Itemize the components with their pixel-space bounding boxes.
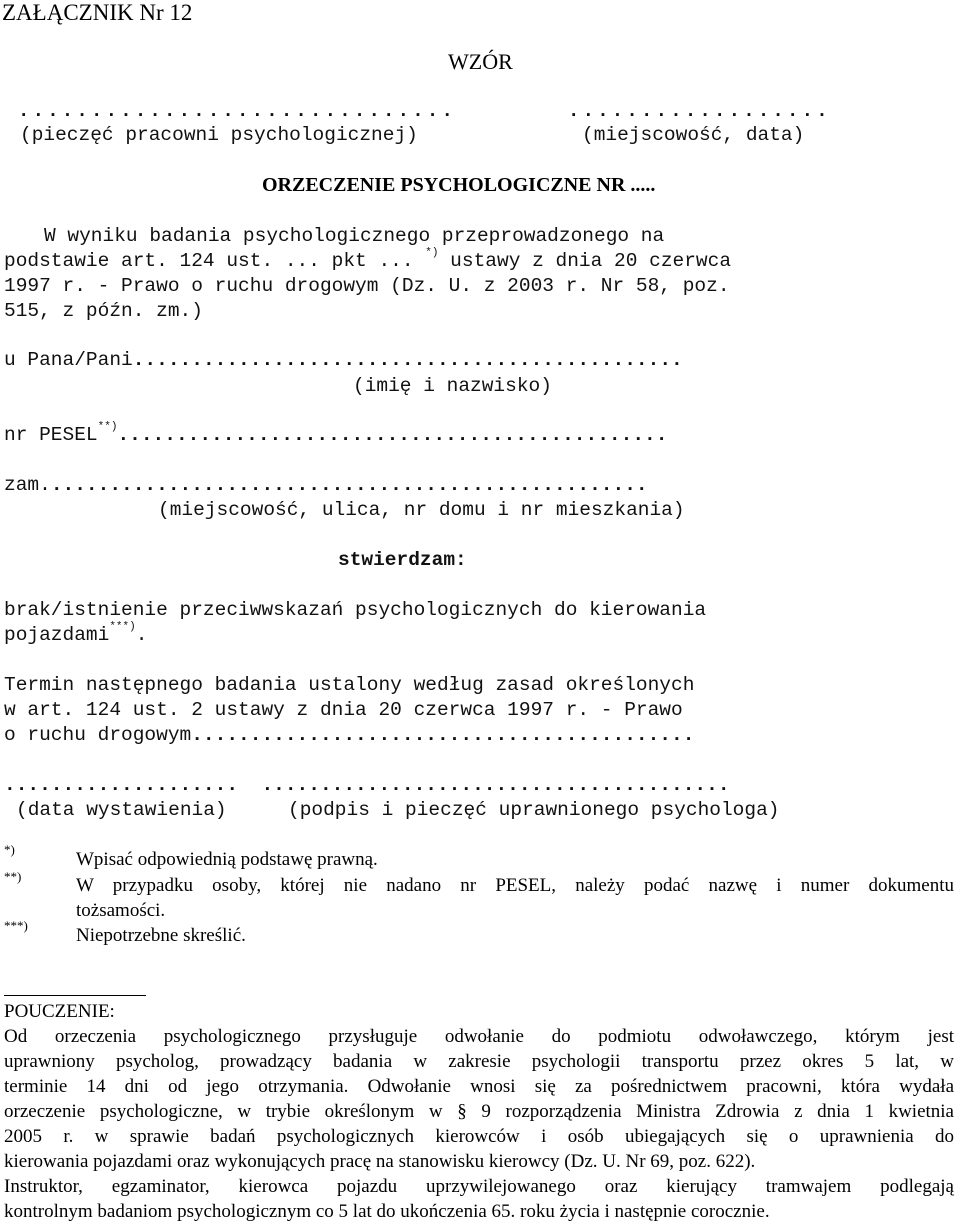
place-dots: .................. xyxy=(568,100,831,122)
intro-line-3: 1997 r. - Prawo o ruchu drogowym (Dz. U. z 2003 r. Nr 58, poz. xyxy=(4,275,730,297)
date-caption: (data wystawienia) xyxy=(16,799,227,821)
address-field-dots: ................................................... xyxy=(50,474,648,496)
next-exam-line-3: o ruchu drogowym........................................... xyxy=(4,724,695,746)
name-field xyxy=(4,349,683,371)
footnote-mark-1: *) xyxy=(4,842,15,857)
instruction-line: terminie 14 dni od jego otrzymania. Odwołanie wnosi się za pośrednictwem pracowni, która wydała xyxy=(4,1076,954,1097)
footnote-ref-3: ***) xyxy=(109,621,136,633)
instruction-heading: POUCZENIE: xyxy=(4,1001,115,1022)
attachment-label: ZAŁĄCZNIK Nr 12 xyxy=(2,0,193,25)
next-exam-line-2: w art. 124 ust. 2 ustawy z dnia 20 czerwca 1997 r. - Prawo xyxy=(4,699,683,721)
statement-heading: stwierdzam: xyxy=(338,549,467,571)
instruction-line: 2005 r. w sprawie badań psychologicznych kierowców i osób ubiegających się o uprawnienia do xyxy=(4,1126,954,1147)
footnote-mark-3: ***) xyxy=(4,918,28,933)
finding-line-1: brak/istnienie przeciwwskazań psychologicznych do kierowania xyxy=(4,599,707,621)
signature-dots: .................... ........................................ xyxy=(4,774,730,796)
pesel-field-dots: ............................................... xyxy=(117,424,668,446)
stamp-dots: .............................. xyxy=(18,100,457,122)
footnote-text-3: Niepotrzebne skreślić. xyxy=(76,925,246,946)
address-field xyxy=(4,474,648,496)
intro-line-2: podstawie art. 124 ust. ... pkt ... *) ustawy z dnia 20 czerwca xyxy=(4,247,732,272)
footnote-ref-2: **) xyxy=(97,421,118,433)
instruction-line: kierowania pojazdami oraz wykonujących pracę na stanowisku kierowcy (Dz. U. Nr 69, poz. 622). xyxy=(4,1151,756,1172)
address-field-label: zam. xyxy=(4,474,51,496)
pesel-field-label: nr PESEL xyxy=(4,424,98,446)
instruction-line: orzeczenie psychologiczne, w trybie określonym w § 9 rozporządzenia Ministra Zdrowia z dnia 1 kwietnia xyxy=(4,1101,954,1122)
instruction-line: kontrolnym badaniom psychologicznym co 5 lat do ukończenia 65. roku życia i następnie corocznie. xyxy=(4,1201,770,1222)
template-label: WZÓR xyxy=(448,49,513,74)
footnote-text-2: W przypadku osoby, której nie nadano nr PESEL, należy podać nazwę i numer dokumentu xyxy=(76,875,954,896)
instruction-line: Od orzeczenia psychologicznego przysługuje odwołanie do podmiotu odwoławczego, którym jest xyxy=(4,1026,954,1047)
footnote-mark-2: **) xyxy=(4,869,22,884)
address-field-caption: (miejscowość, ulica, nr domu i nr mieszkania) xyxy=(158,499,685,521)
signature-caption: (podpis i pieczęć uprawnionego psychologa) xyxy=(288,799,780,821)
instruction-line: Instruktor, egzaminator, kierowca pojazdu uprzywilejowanego oraz kierujący tramwajem podlegają xyxy=(4,1176,954,1197)
intro-line-1: W wyniku badania psychologicznego przeprowadzonego na xyxy=(44,225,665,247)
place-caption: (miejscowość, data) xyxy=(582,124,805,146)
next-exam-line-1: Termin następnego badania ustalony według zasad określonych xyxy=(4,674,695,696)
name-field-caption: (imię i nazwisko) xyxy=(353,375,552,397)
stamp-caption: (pieczęć pracowni psychologicznej) xyxy=(20,124,418,146)
finding-line-2: pojazdami***). xyxy=(4,621,148,646)
footnote-ref-1: *) xyxy=(425,247,439,259)
pesel-field xyxy=(4,421,668,446)
section-divider xyxy=(4,995,146,996)
name-field-label: u Pana/Pani xyxy=(4,349,133,371)
document-title: ORZECZENIE PSYCHOLOGICZNE NR ..... xyxy=(262,174,656,196)
footnote-text-2-cont: tożsamości. xyxy=(76,900,166,921)
name-field-dots: ............................................... xyxy=(132,349,683,371)
footnote-text-1: Wpisać odpowiednią podstawę prawną. xyxy=(76,849,378,870)
intro-line-4: 515, z późn. zm.) xyxy=(4,300,203,322)
instruction-line: uprawniony psycholog, prowadzący badania w zakresie psychologii transportu przez okres 5 lat, w xyxy=(4,1051,954,1072)
